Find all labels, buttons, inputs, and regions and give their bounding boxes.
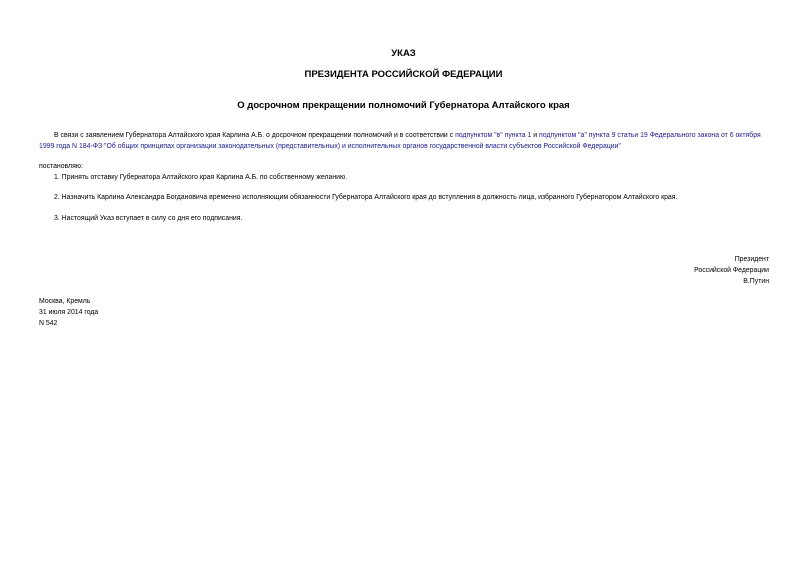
- signing-place: Москва, Кремль: [39, 298, 91, 305]
- document-title: УКАЗ: [391, 48, 416, 59]
- law-link-subpoint-a[interactable]: подпунктом "а" пункта 9 статьи 19: [539, 132, 648, 139]
- signature-country: Российской Федерации: [694, 267, 769, 274]
- law-link-subpoint-v[interactable]: подпунктом "в" пункта 1: [455, 132, 532, 139]
- decree-item-1: 1. Принять отставку Губернатора Алтайского края Карлина А.Б. по собственному желанию.: [54, 174, 348, 181]
- signing-date: 31 июля 2014 года: [39, 309, 99, 316]
- signature-position: Президент: [734, 256, 769, 263]
- law-link-federal-law[interactable]: Федерального закона от 6 октября 1999 года N 184-ФЗ "Об общих принципах организации законодательных (представительных) и исполнительных органов государственной власти субъектов Российской Федерации": [39, 132, 761, 150]
- decree-item-2: 2. Назначить Карлина Александра Богдановича временно исполняющим обязанности Губернатора Алтайского края до вступления в должность лица, избранного Губернатором Алтайского края.: [54, 194, 678, 201]
- signature-name: В.Путин: [743, 278, 769, 285]
- intro-text-before: В связи с заявлением Губернатора Алтайского края Карлина А.Б. о досрочном прекращении полномочий и в соответствии с: [54, 132, 456, 139]
- intro-paragraph: [39, 130, 771, 152]
- intro-text-mid1: и: [531, 132, 540, 139]
- document-issuer: ПРЕЗИДЕНТА РОССИЙСКОЙ ФЕДЕРАЦИИ: [304, 69, 503, 80]
- document-number: N 542: [39, 320, 58, 327]
- decree-word: постановляю:: [39, 163, 83, 170]
- document-subject: О досрочном прекращении полномочий Губернатора Алтайского края: [237, 100, 570, 111]
- decree-item-3: 3. Настоящий Указ вступает в силу со дня его подписания.: [54, 215, 243, 222]
